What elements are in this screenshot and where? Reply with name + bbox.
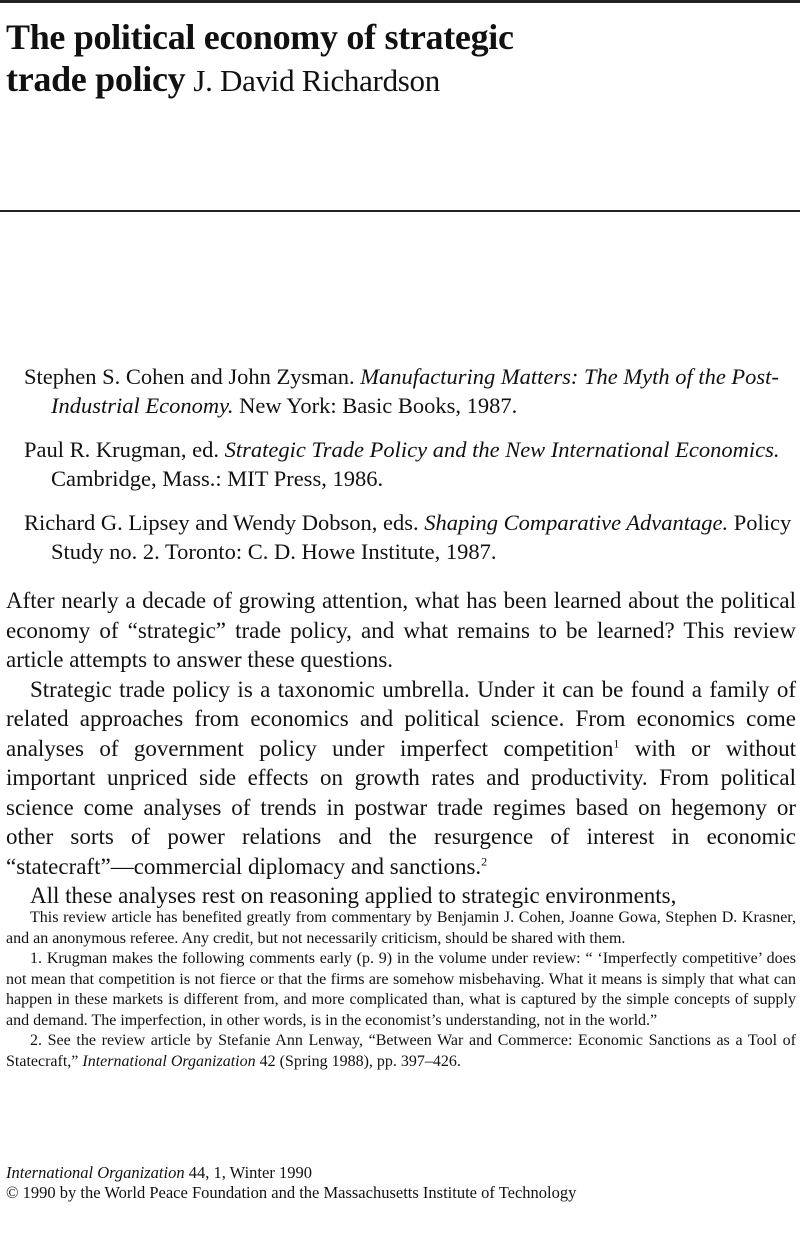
journal-issue: 44, 1, Winter 1990: [188, 1163, 312, 1182]
footnote-1: 1. Krugman makes the following comments early (p. 9) in the volume under review: “ ‘Imperfectly competitive’ does not mean that competition is not fierce or that the firms are somehow misbehaving. What it means is simply that what can happen in these markets is different from, and more complicated than, what is captured by the simple concepts of supply and demand. The imperfection, in other words, is in the economist’s understanding, not in the world.”: [6, 950, 796, 1029]
footnote-2: [6, 1031, 796, 1072]
book-authors: Richard G. Lipsey and Wendy Dobson, eds.: [24, 510, 419, 535]
footnotes: [6, 908, 796, 1072]
article-title-line-2: [6, 58, 796, 102]
book-authors: Stephen S. Cohen and John Zysman.: [24, 364, 355, 389]
book-publication: Cambridge, Mass.: MIT Press, 1986.: [51, 466, 384, 491]
acknowledgement-note: This review article has benefited greatly from commentary by Benjamin J. Cohen, Joanne Gowa, Stephen D. Krasner, and an anonymous referee. Any credit, but not necessarily criticism, should be shared with them.: [6, 909, 796, 947]
book-entry: [24, 435, 794, 493]
body-text-segment: with or without important unpriced side effects on growth rates and productivity. From political science come analyses of trends in postwar trade regimes based on hegemony or other sorts of power relations and the resurgence of interest in economic “statecraft”—commercial diplomacy and sanctions.: [6, 735, 796, 879]
top-rule: [0, 0, 800, 3]
book-publication: Policy Study no. 2. Toronto: C. D. Howe Institute, 1987.: [51, 510, 792, 564]
copyright-line: © 1990 by the World Peace Foundation and the Massachusetts Institute of Technology: [6, 1183, 577, 1202]
footnote-journal: International Organization: [82, 1052, 256, 1070]
journal-issue-line: [6, 1163, 796, 1183]
footnote-marker: 1: [613, 735, 620, 750]
book-title: Strategic Trade Policy and the New International Economics.: [224, 437, 780, 462]
footnote-text: 42 (Spring 1988), pp. 397–426.: [259, 1052, 461, 1070]
body-text-segment: Strategic trade policy is a taxonomic umbrella. Under it can be found a family of related approaches from economics and political science. From economics come analyses of government policy under imperfect competition: [6, 676, 796, 761]
journal-name: International Organization: [6, 1163, 185, 1182]
footnote-text: 2. See the review article by Stefanie Ann Lenway, “Between War and Commerce: Economic Sanctions as a Tool of Statecraft,”: [6, 1032, 796, 1070]
book-entry: [24, 508, 794, 566]
book-publication: New York: Basic Books, 1987.: [239, 393, 518, 418]
article-author: J. David Richardson: [193, 63, 440, 98]
book-entry: [24, 362, 794, 420]
body-paragraph: All these analyses rest on reasoning applied to strategic environments,: [30, 883, 677, 908]
book-title: Shaping Comparative Advantage.: [424, 510, 729, 535]
article-title-line-1: The political economy of strategic: [6, 17, 514, 57]
body-paragraph: After nearly a decade of growing attention, what has been learned about the political economy of “strategic” trade policy, and what remains to be learned? This review article attempts to answer these questions.: [6, 588, 796, 672]
article-title-line-2-text: trade policy: [6, 59, 186, 99]
footnote-marker: 2: [481, 853, 488, 868]
journal-info: [6, 1163, 796, 1203]
header-rule: [0, 210, 800, 212]
article-header: [6, 16, 796, 102]
book-title: Manufacturing Matters: The Myth of the Post-Industrial Economy.: [51, 364, 779, 418]
body-paragraph: [6, 675, 796, 882]
books-reviewed-list: [24, 362, 794, 581]
book-authors: Paul R. Krugman, ed.: [24, 437, 219, 462]
article-body: [6, 586, 796, 911]
